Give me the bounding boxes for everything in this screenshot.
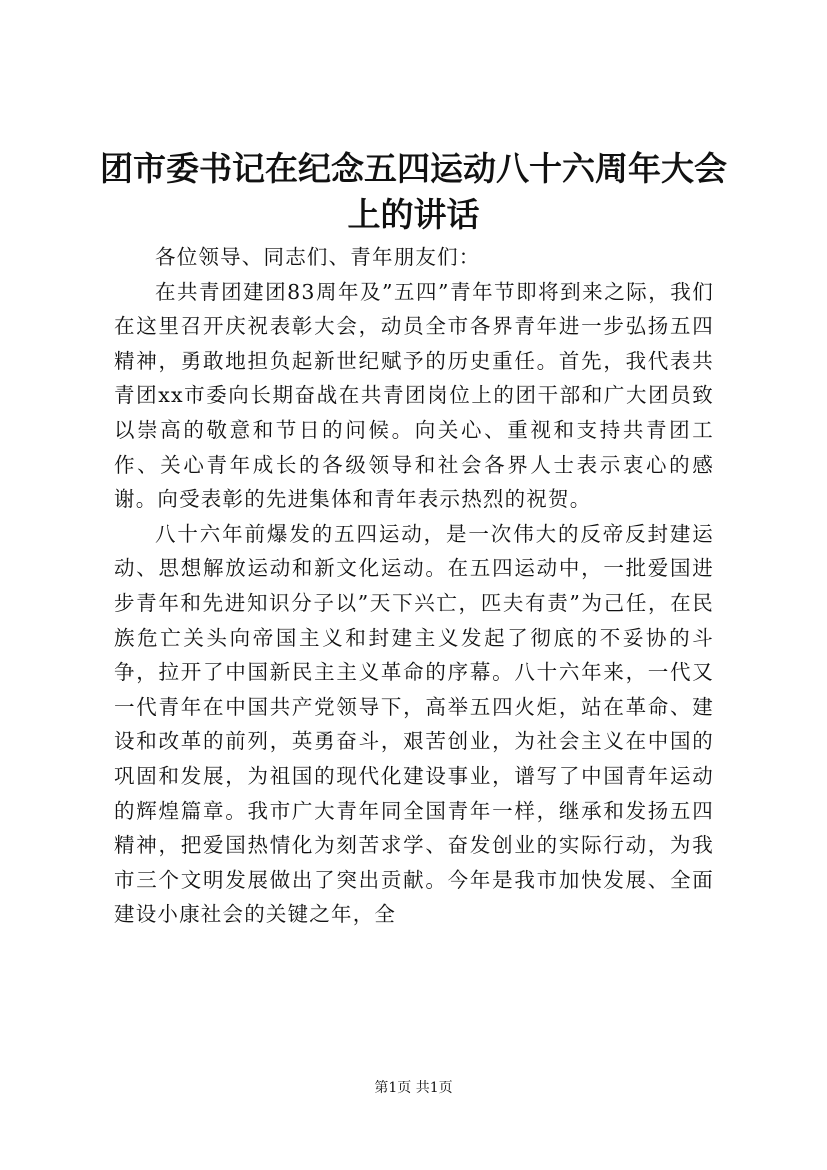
document-body [114,240,714,932]
document-title: 团市委书记在纪念五四运动八十六周年大会上的讲话 [100,149,727,234]
body-paragraph: 在共青团建团83周年及”五四”青年节即将到来之际，我们在这里召开庆祝表彰大会，动员全市各界青年进一步弘扬五四精神，勇敢地担负起新世纪赋予的历史重任。首先，我代表共青团xx市委向长期奋战在共青团岗位上的团干部和广大团员致以崇高的敬意和节日的问候。向关心、重视和支持共青团工作、关心青年成长的各级领导和社会各界人士表示衷心的感谢。向受表彰的先进集体和青年表示热烈的祝贺。 [114,279,714,512]
page-number-footer: 第1页 共1页 [374,1080,453,1096]
body-paragraph: 八十六年前爆发的五四运动，是一次伟大的反帝反封建运动、思想解放运动和新文化运动。在五四运动中，一批爱国进步青年和先进知识分子以”天下兴亡，匹夫有责”为己任，在民族危亡关头向帝国主义和封建主义发起了彻底的不妥协的斗争，拉开了中国新民主主义革命的序幕。八十六年来，一代又一代青年在中国共产党领导下，高举五四火炬，站在革命、建设和改革的前列，英勇奋斗，艰苦创业，为社会主义在中国的巩固和发展，为祖国的现代化建设事业，谱写了中国青年运动的辉煌篇章。我市广大青年同全国青年一样，继承和发扬五四精神，把爱国热情化为刻苦求学、奋发创业的实际行动，为我市三个文明发展做出了突出贡献。今年是我市加快发展、全面建设小康社会的关键之年，全 [114,521,714,927]
salutation-paragraph: 各位领导、同志们、青年朋友们： [155,245,481,269]
